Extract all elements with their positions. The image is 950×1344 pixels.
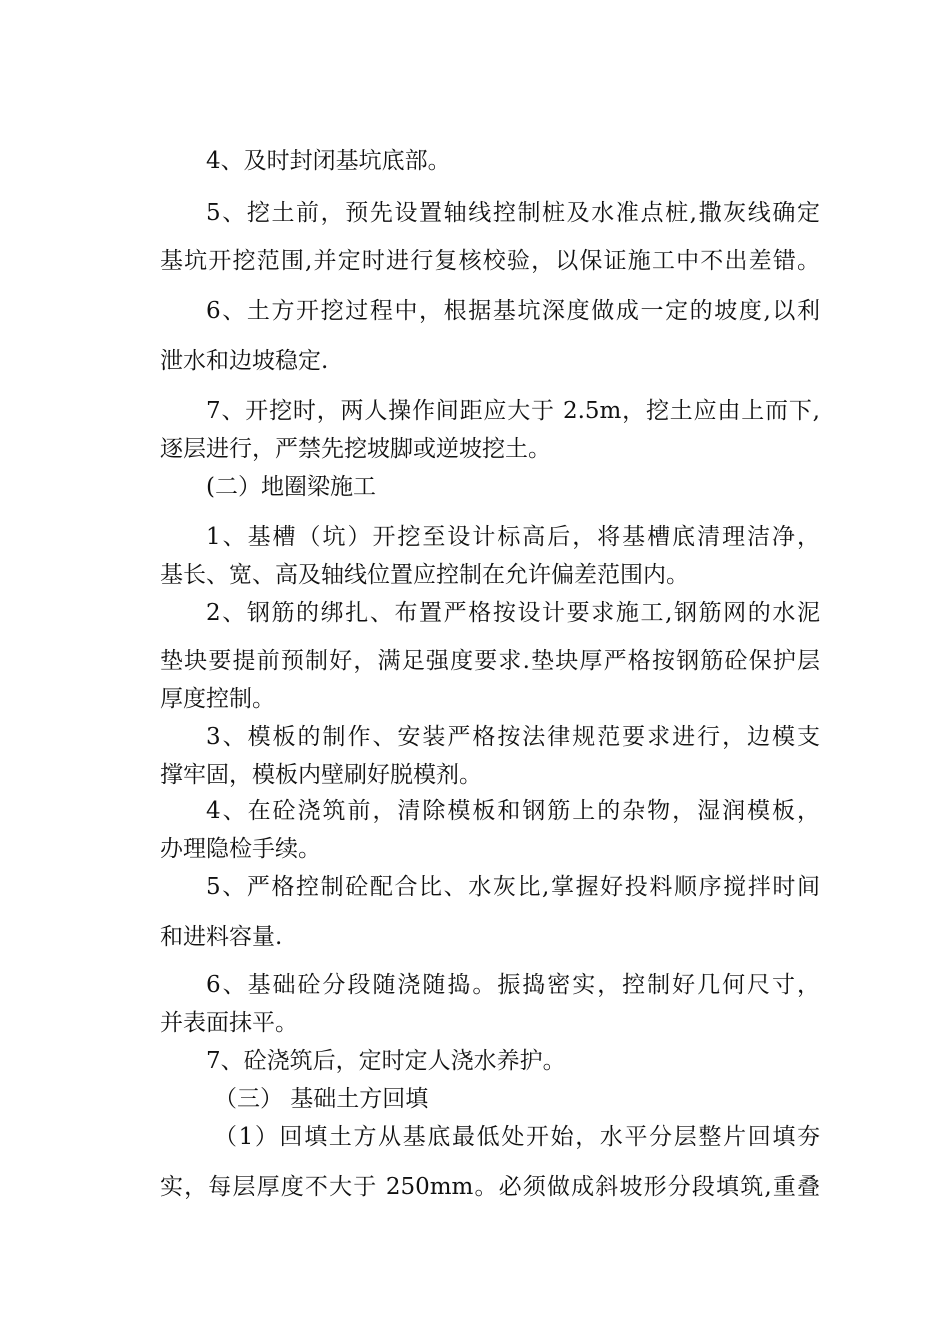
paragraph-line: 4、及时封闭基坑底部。 bbox=[206, 148, 451, 174]
paragraph-line: 2、钢筋的绑扎、布置严格按设计要求施工,钢筋网的水泥 bbox=[206, 600, 820, 626]
paragraph-line: 垫块要提前预制好，满足强度要求.垫块厚严格按钢筋砼保护层 bbox=[160, 648, 820, 674]
paragraph-line: 实，每层厚度不大于 250mm。必须做成斜坡形分段填筑,重叠 bbox=[160, 1174, 820, 1200]
paragraph-line: 7、砼浇筑后，定时定人浇水养护。 bbox=[206, 1048, 566, 1074]
paragraph-line: 撑牢固，模板内壁刷好脱模剂。 bbox=[160, 762, 482, 788]
paragraph-line: 泄水和边坡稳定. bbox=[160, 348, 329, 374]
paragraph-line: 1、基槽（坑）开挖至设计标高后，将基槽底清理洁净， bbox=[206, 524, 820, 550]
paragraph-line: 6、基础砼分段随浇随捣。振捣密实，控制好几何尺寸， bbox=[206, 972, 820, 998]
paragraph-line: 7、开挖时，两人操作间距应大于 2.5m，挖土应由上而下, bbox=[206, 398, 820, 424]
paragraph-line: 基长、宽、高及轴线位置应控制在允许偏差范围内。 bbox=[160, 562, 689, 588]
paragraph-line: 6、土方开挖过程中，根据基坑深度做成一定的坡度,以利 bbox=[206, 298, 820, 324]
paragraph-line: 4、在砼浇筑前，清除模板和钢筋上的杂物，湿润模板， bbox=[206, 798, 820, 824]
paragraph-line: 5、挖土前，预先设置轴线控制桩及水准点桩,撒灰线确定 bbox=[206, 200, 820, 226]
paragraph-line: 厚度控制。 bbox=[160, 686, 275, 712]
paragraph-line: 基坑开挖范围,并定时进行复核校验，以保证施工中不出差错。 bbox=[160, 248, 820, 274]
section-heading: (二）地圈梁施工 bbox=[206, 474, 376, 500]
paragraph-line: 3、模板的制作、安装严格按法律规范要求进行，边模支 bbox=[206, 724, 820, 750]
paragraph-line: 逐层进行，严禁先挖坡脚或逆坡挖土。 bbox=[160, 436, 551, 462]
paragraph-line: （1）回填土方从基底最低处开始，水平分层整片回填夯 bbox=[214, 1124, 820, 1150]
paragraph-line: 办理隐检手续。 bbox=[160, 836, 321, 862]
paragraph-line: 和进料容量. bbox=[160, 924, 283, 950]
paragraph-line: 并表面抹平。 bbox=[160, 1010, 298, 1036]
paragraph-line: 5、严格控制砼配合比、水灰比,掌握好投料顺序搅拌时间 bbox=[206, 874, 820, 900]
section-heading: （三） 基础土方回填 bbox=[214, 1086, 429, 1112]
